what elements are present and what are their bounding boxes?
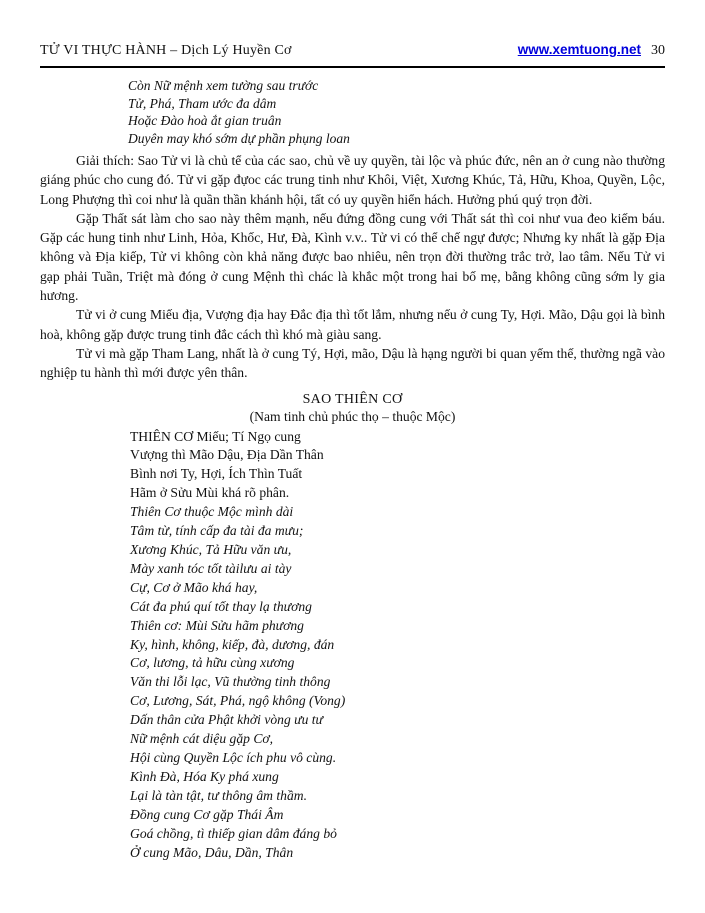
document-title: TỬ VI THỰC HÀNH – Dịch Lý Huyền Cơ (40, 43, 292, 58)
verse-line: Bình nơi Ty, Hợi, Ích Thìn Tuất (130, 466, 303, 482)
explanation-paragraphs (40, 151, 665, 383)
header-right (518, 42, 665, 59)
verse-line: THIÊN CƠ Miếu; Tí Ngọ cung (130, 428, 301, 444)
verse-line: Dấn thân cửa Phật khởi vòng ưu tư (130, 712, 323, 728)
verse-line: Hội cùng Quyền Lộc ích phu vô cùng. (130, 749, 337, 765)
section-subtitle: (Nam tinh chủ phúc thọ – thuộc Mộc) (249, 408, 456, 424)
verse-line: Hoặc Đào hoà ắt gian truân (128, 113, 282, 128)
paragraph: Tử vi mà gặp Tham Lang, nhất là ở cung Tý, Hợi, mão, Dậu là hạng người bi quan yếm thế, thường ngã vào nghiệp tu hành thì mới được yên thân. (40, 345, 665, 381)
verse-line: Đồng cung Cơ gặp Thái Âm (130, 806, 284, 822)
verse-roman-lines (130, 428, 665, 504)
paragraph: Gặp Thất sát làm cho sao này thêm mạnh, nếu đứng đồng cung với Thất sát thì coi như vua đeo kiếm báu. Gặp các hung tinh như Linh, Hỏa, Khốc, Hư, Đà, Kình v.v.. Tử vi có thể chế ngự được; Nhưng ky nhất là gặp Địa không và Địa kiếp, Tử vi không còn khả năng được bao nhiêu, nên trọn đời thường trắc trở, lao tâm. Nếu Tử vi gạp phải Tuần, Triệt mà đóng ở cung Mệnh thì chác là khắc một trong hai bố mẹ, bằng không cũng sớm ly gia hương. (40, 210, 665, 304)
website-link[interactable]: www.xemtuong.net (517, 42, 641, 57)
verse-line: Cự, Cơ ở Mão khá hay, (130, 579, 258, 595)
verse-line: Hãm ở Sửu Mùi khá rõ phân. (130, 485, 290, 501)
verse-line: Goá chồng, tì thiếp gian dâm đáng bỏ (130, 825, 337, 841)
verse-line: Cơ, Lương, Sát, Phá, ngộ không (Vong) (130, 693, 346, 709)
verse-block-thien-co (130, 428, 665, 863)
verse-line: Văn thi lỗi lạc, Vũ thường tinh thông (130, 674, 331, 690)
verse-line: Mày xanh tóc tốt tàilưu ai tày (130, 560, 292, 576)
verse-line: Tử, Phá, Tham ước đa dâm (128, 95, 277, 111)
verse-line: Còn Nữ mệnh xem tường sau trước (128, 78, 319, 93)
verse-line: Kình Đà, Hóa Ky phá xung (130, 768, 279, 784)
verse-line: Lại là tàn tật, tư thông âm thầm. (130, 787, 307, 803)
verse-line: Vượng thì Mão Dậu, Địa Dần Thân (130, 447, 324, 463)
verse-line: Tâm từ, tính cấp đa tài đa mưu; (130, 523, 304, 539)
verse-line: Cơ, lương, tả hữu cùng xương (130, 655, 295, 671)
page-number: 30 (651, 43, 665, 58)
header-divider (40, 66, 665, 68)
verse-line: Duyên may khó sớm dự phần phụng loan (128, 130, 350, 146)
verse-line: Thiên Cơ thuộc Mộc mình dài (130, 504, 294, 520)
verse-line: Cát đa phú quí tốt thay lạ thương (130, 598, 312, 614)
verse-line: Ky, hình, không, kiếp, đà, dương, đán (130, 636, 335, 652)
section-title: SAO THIÊN CƠ (302, 391, 403, 407)
verse-line: Ở cung Mão, Dâu, Dần, Thân (130, 844, 294, 860)
paragraph: Tử vi ở cung Miếu địa, Vượng địa hay Đắc địa thì tốt lắm, nhưng nếu ở cung Ty, Hợi. Mão, Dậu gọi là bình hoà, không gặp được trung tinh đắc cách thì khó mà giàu sang. (40, 307, 665, 342)
verse-line: Nữ mệnh cát diệu gặp Cơ, (130, 731, 274, 747)
paragraph: Giải thích: Sao Tử vi là chủ tể của các sao, chủ về uy quyền, tài lộc và phúc đức, nên an ở cung nào thường giáng phúc cho cung đó. Tử vi gặp đựoc các trung tinh như Khôi, Việt, Xương Khúc, Tả, Hữu, Khoa, Quyền, Lộc, Long Phượng thì coi như là quần thần khánh hội, tất có uy quyền hiển hách. Hưởng phú quý trọn đời. (40, 153, 665, 207)
verse-line: Thiên cơ: Mùi Sửu hãm phương (130, 617, 304, 633)
verse-block-tu-vi (128, 77, 665, 147)
verse-line: Xương Khúc, Tả Hữu văn ưu, (130, 542, 292, 557)
page-header (40, 42, 665, 59)
verse-italic-lines (130, 503, 665, 862)
